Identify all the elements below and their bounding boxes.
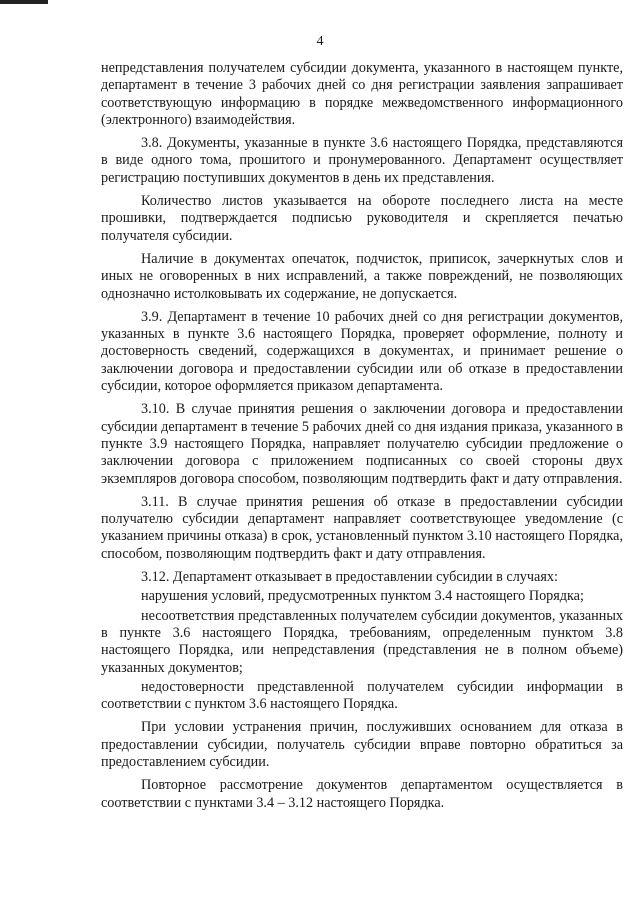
refusal-reason-3: недостоверности представленной получателем субсидии информации в соответствии с пунктом 3.6 настоящего Порядка. xyxy=(101,678,623,713)
scan-corner-mark xyxy=(0,0,48,4)
paragraph-3-9: 3.9. Департамент в течение 10 рабочих дней со дня регистрации документов, указанных в пункте 3.6 настоящего Порядка, проверяет оформление, полноту и достоверность сведений, содержащихся в документах, и принимает решение о заключении договора и предоставлении субсидии или об отказе в предоставлении субсидии, которое оформляется приказом департамента. xyxy=(101,308,623,395)
paragraph-reapply: При условии устранения причин, послуживших основанием для отказа в предоставлении субсидии, получатель субсидии вправе повторно обратиться за предоставлением субсидии. xyxy=(101,719,623,770)
page-number: 4 xyxy=(316,34,324,49)
paragraph-3-8: 3.8. Документы, указанные в пункте 3.6 настоящего Порядка, представляются в виде одного тома, прошитого и пронумерованного. Департамент осуществляет регистрацию поступивших документов в день их представления. xyxy=(101,135,623,186)
paragraph-3-12: 3.12. Департамент отказывает в предоставлении субсидии в случаях: xyxy=(141,569,558,586)
refusal-reason-2: несоответствия представленных получателем субсидии документов, указанных в пункте 3.6 настоящего Порядка, требованиям, определенным пунктом 3.8 настоящего Порядка, или непредставления (представления не в полном объеме) указанных документов; xyxy=(101,607,623,676)
refusal-reason-1: нарушения условий, предусмотренных пунктом 3.4 настоящего Порядка; xyxy=(141,588,584,605)
paragraph-3-11: 3.11. В случае принятия решения об отказе в предоставлении субсидии получателю субсидии департамент направляет соответствующее уведомление (с указанием причины отказа) в срок, установленный пунктом 3.10 настоящего Порядка, способом, позволяющим подтвердить факт и дату отправления. xyxy=(101,493,623,562)
document-body xyxy=(101,60,623,818)
paragraph-continuation: непредставления получателем субсидии документа, указанного в настоящем пункте, департамент в течение 3 рабочих дней со дня регистрации заявления запрашивает соответствующую информацию в порядке межведомственного информационного (электронного) взаимодействия. xyxy=(101,60,623,128)
paragraph-corrections: Наличие в документах опечаток, подчисток, приписок, зачеркнутых слов и иных не оговоренных в них исправлений, а также повреждений, не позволяющих однозначно истолковывать их содержание, не допускается. xyxy=(101,250,623,302)
paragraph-3-10: 3.10. В случае принятия решения о заключении договора и предоставлении субсидии департамент в течение 5 рабочих дней со дня издания приказа, указанного в пункте 3.9 настоящего Порядка, направляет получателю субсидии предложение о заключении договора с приложением подписанных со своей стороны двух экземпляров договора способом, позволяющим подтвердить факт и дату отправления. xyxy=(101,401,623,487)
paragraph-sheet-count: Количество листов указывается на обороте последнего листа на месте прошивки, подтверждается подписью руководителя и скрепляется печатью получателя субсидии. xyxy=(101,193,623,244)
paragraph-reconsideration: Повторное рассмотрение документов департаментом осуществляется в соответствии с пунктами 3.4 – 3.12 настоящего Порядка. xyxy=(101,777,623,811)
